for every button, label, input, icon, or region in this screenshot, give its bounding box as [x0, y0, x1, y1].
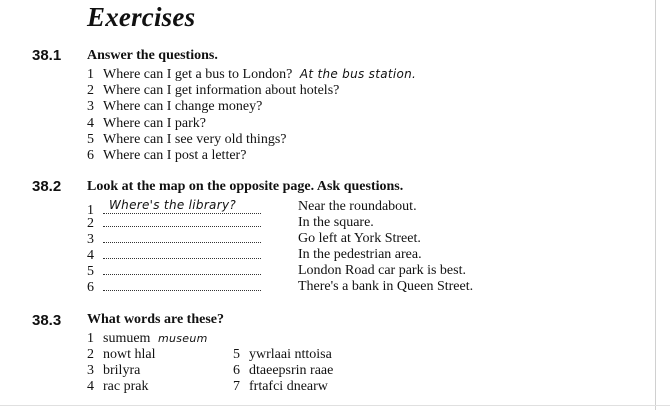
given-answer: In the pedestrian area.	[298, 247, 422, 262]
scrambled-word: ywrlaai nttoisa	[249, 347, 332, 362]
answer-blank	[103, 279, 261, 291]
answer-blank	[103, 263, 261, 275]
item-number: 4	[87, 248, 94, 263]
item-number: 5	[233, 347, 240, 362]
word-item	[87, 363, 140, 379]
word-item	[233, 347, 332, 363]
question-text: Where can I change money?	[103, 99, 263, 114]
given-answer: There's a bank in Queen Street.	[298, 279, 474, 294]
handwritten-answer: museum	[157, 332, 208, 345]
scrambled-word: brilyra	[103, 363, 141, 378]
item-number: 6	[87, 148, 94, 163]
item-number: 6	[233, 363, 240, 378]
exercise-number-38-2: 38.2	[32, 178, 62, 195]
exercise-instruction-38-3: What words are these?	[87, 312, 225, 327]
word-item	[87, 331, 208, 347]
answer-blank	[103, 231, 261, 243]
word-item	[233, 379, 328, 395]
exercise-instruction-38-1: Answer the questions.	[87, 48, 218, 63]
item-number: 1	[87, 331, 94, 346]
question-item	[87, 99, 262, 115]
scrambled-word: dtaeepsrin raae	[249, 363, 334, 378]
page-title: Exercises	[87, 2, 196, 32]
answer-blank	[103, 247, 261, 259]
item-number: 1	[87, 203, 94, 218]
item-number: 1	[87, 67, 94, 82]
exercise-instruction-38-2: Look at the map on the opposite page. Ask questions.	[87, 179, 404, 194]
word-item	[87, 379, 148, 395]
item-number: 6	[87, 280, 94, 295]
handwritten-question: Where's the library?	[109, 198, 237, 212]
item-number: 4	[87, 116, 94, 131]
given-answer: In the square.	[298, 215, 374, 230]
blank-row	[87, 231, 261, 248]
question-text: Where can I see very old things?	[103, 132, 287, 147]
handwritten-answer: At the bus station.	[299, 67, 417, 81]
item-number: 2	[87, 83, 94, 98]
question-text: Where can I post a letter?	[103, 148, 247, 163]
exercise-number-38-3: 38.3	[32, 312, 62, 329]
question-item	[87, 148, 246, 164]
scrambled-word: rac prak	[103, 379, 149, 394]
word-item	[87, 347, 156, 363]
scrambled-word: nowt hlal	[103, 347, 156, 362]
item-number: 4	[87, 379, 94, 394]
word-item	[233, 363, 333, 379]
answer-blank	[103, 199, 261, 214]
given-answer: Near the roundabout.	[298, 199, 417, 214]
scrambled-word: frtafci dnearw	[249, 379, 328, 394]
question-item	[87, 116, 206, 132]
page-edge-bottom	[0, 405, 670, 406]
blank-row	[87, 263, 261, 280]
question-item	[87, 83, 339, 99]
scrambled-word: sumuem	[103, 331, 151, 346]
question-text: Where can I get a bus to London?	[103, 67, 293, 82]
item-number: 5	[87, 132, 94, 147]
item-number: 3	[87, 232, 94, 247]
blank-row	[87, 279, 261, 296]
item-number: 2	[87, 216, 94, 231]
question-item	[87, 132, 286, 148]
given-answer: London Road car park is best.	[298, 263, 466, 278]
item-number: 3	[87, 363, 94, 378]
blank-row	[87, 215, 261, 232]
answer-blank	[103, 215, 261, 227]
item-number: 5	[87, 264, 94, 279]
question-item	[87, 67, 416, 83]
item-number: 3	[87, 99, 94, 114]
blank-row	[87, 247, 261, 264]
given-answer: Go left at York Street.	[298, 231, 421, 246]
exercise-number-38-1: 38.1	[32, 47, 62, 64]
question-text: Where can I get information about hotels?	[103, 83, 340, 98]
item-number: 7	[233, 379, 240, 394]
page-edge-right	[655, 0, 656, 410]
item-number: 2	[87, 347, 94, 362]
question-text: Where can I park?	[103, 116, 206, 131]
